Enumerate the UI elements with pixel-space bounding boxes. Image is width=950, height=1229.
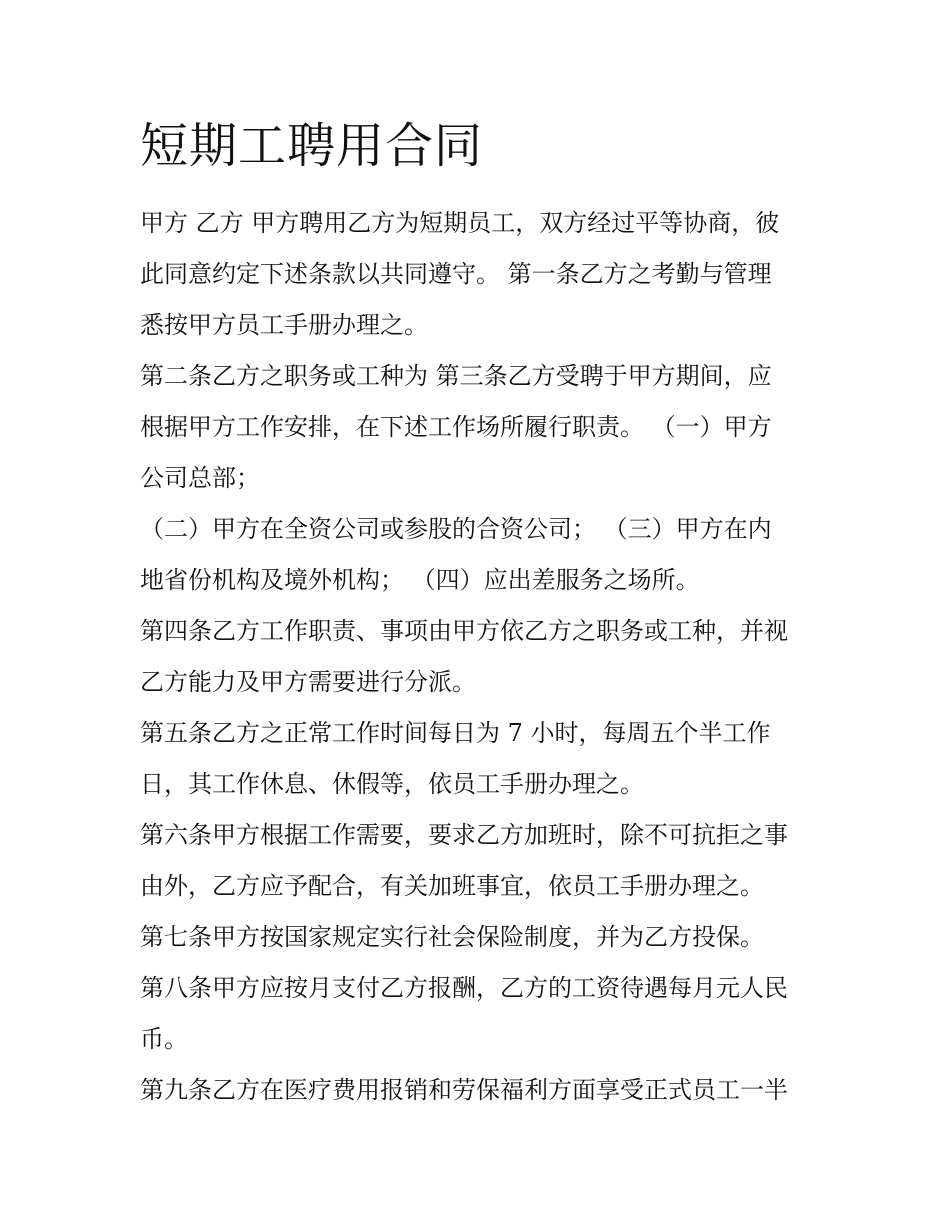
body-line: 第五条乙方之正常工作时间每日为 7 小时，每周五个半工作 xyxy=(140,719,771,747)
body-line: 乙方能力及甲方需要进行分派。 xyxy=(140,668,476,696)
document-title: 短期工聘用合同 xyxy=(140,118,484,174)
body-line: 币。 xyxy=(140,1025,188,1053)
document-body xyxy=(140,198,830,1116)
body-line: 第二条乙方之职务或工种为 第三条乙方受聘于甲方期间，应 xyxy=(140,362,772,390)
body-line: 第八条甲方应按月支付乙方报酬，乙方的工资待遇每月元人民 xyxy=(140,974,788,1002)
body-line: 第六条甲方根据工作需要，要求乙方加班时，除不可抗拒之事 xyxy=(140,821,788,849)
body-line: 此同意约定下述条款以共同遵守。 第一条乙方之考勤与管理 xyxy=(140,260,772,288)
body-line: 悉按甲方员工手册办理之。 xyxy=(140,311,428,339)
body-line: 甲方 乙方 甲方聘用乙方为短期员工，双方经过平等协商，彼 xyxy=(140,209,780,237)
body-line: 第七条甲方按国家规定实行社会保险制度，并为乙方投保。 xyxy=(140,923,764,951)
body-line: 由外，乙方应予配合，有关加班事宜，依员工手册办理之。 xyxy=(140,872,764,900)
body-line: 日，其工作休息、休假等，依员工手册办理之。 xyxy=(140,770,644,798)
body-line: 根据甲方工作安排，在下述工作场所履行职责。 （一）甲方 xyxy=(140,413,772,441)
body-line: 地省份机构及境外机构； （四）应出差服务之场所。 xyxy=(140,566,700,594)
body-line: 第四条乙方工作职责、事项由甲方依乙方之职务或工种，并视 xyxy=(140,617,788,645)
body-line: 第九条乙方在医疗费用报销和劳保福利方面享受正式员工一半 xyxy=(140,1076,788,1104)
body-line: 公司总部； xyxy=(140,464,260,492)
body-line: （二）甲方在全资公司或参股的合资公司； （三）甲方在内 xyxy=(140,515,772,543)
